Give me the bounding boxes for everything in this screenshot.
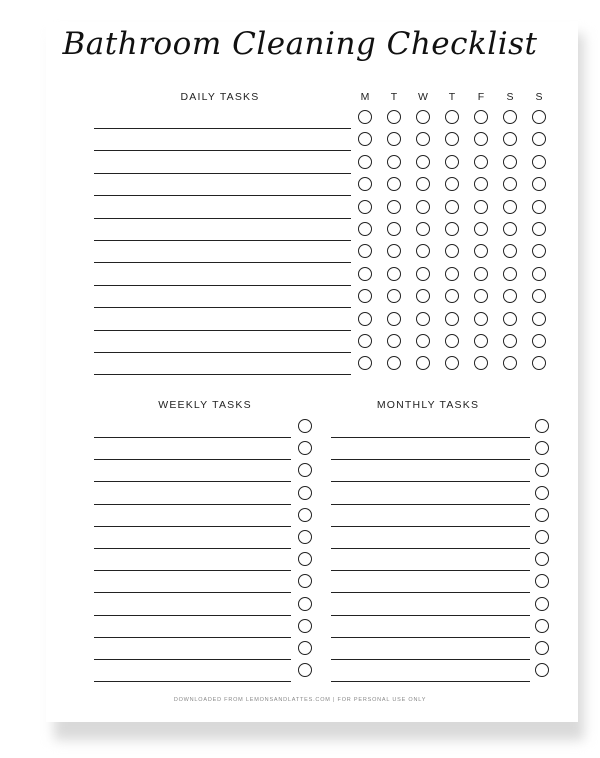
- daily-checkbox[interactable]: [445, 267, 459, 281]
- daily-checkbox[interactable]: [416, 334, 430, 348]
- daily-checkbox[interactable]: [532, 312, 546, 326]
- daily-checkbox[interactable]: [445, 110, 459, 124]
- daily-checkbox[interactable]: [416, 312, 430, 326]
- weekly-task-line[interactable]: [94, 570, 291, 571]
- weekly-task-line[interactable]: [94, 459, 291, 460]
- daily-checkbox[interactable]: [416, 200, 430, 214]
- monthly-checkbox[interactable]: [535, 597, 549, 611]
- daily-checkbox[interactable]: [358, 222, 372, 236]
- monthly-checkbox[interactable]: [535, 486, 549, 500]
- monthly-task-line[interactable]: [331, 437, 530, 438]
- daily-task-line[interactable]: [94, 195, 351, 196]
- daily-checkbox[interactable]: [387, 222, 401, 236]
- daily-checkbox[interactable]: [532, 267, 546, 281]
- monthly-task-line[interactable]: [331, 570, 530, 571]
- weekday-label: T: [390, 91, 398, 103]
- weekday-label: F: [477, 91, 485, 103]
- weekly-task-line[interactable]: [94, 615, 291, 616]
- daily-checkbox[interactable]: [445, 222, 459, 236]
- daily-checkbox[interactable]: [532, 200, 546, 214]
- daily-checkbox[interactable]: [416, 222, 430, 236]
- daily-checkbox[interactable]: [445, 334, 459, 348]
- monthly-task-line[interactable]: [331, 548, 530, 549]
- daily-checkbox[interactable]: [416, 110, 430, 124]
- monthly-task-line[interactable]: [331, 615, 530, 616]
- daily-checkbox[interactable]: [474, 334, 488, 348]
- weekly-checkbox[interactable]: [298, 597, 312, 611]
- daily-checkbox[interactable]: [474, 222, 488, 236]
- daily-checkbox[interactable]: [503, 334, 517, 348]
- daily-tasks-heading: DAILY TASKS: [180, 91, 260, 103]
- weekday-label: T: [448, 91, 456, 103]
- daily-checkbox[interactable]: [358, 110, 372, 124]
- checklist-sheet: [46, 22, 578, 722]
- monthly-task-line[interactable]: [331, 659, 530, 660]
- page-title: Bathroom Cleaning Checklist: [62, 26, 538, 62]
- weekly-checkbox[interactable]: [298, 530, 312, 544]
- daily-task-line[interactable]: [94, 218, 351, 219]
- daily-checkbox[interactable]: [503, 155, 517, 169]
- daily-checkbox[interactable]: [503, 200, 517, 214]
- daily-checkbox[interactable]: [358, 155, 372, 169]
- daily-checkbox[interactable]: [532, 110, 546, 124]
- daily-checkbox[interactable]: [358, 334, 372, 348]
- daily-task-line[interactable]: [94, 262, 351, 263]
- weekly-task-line[interactable]: [94, 592, 291, 593]
- daily-checkbox[interactable]: [358, 200, 372, 214]
- daily-checkbox[interactable]: [387, 110, 401, 124]
- weekly-checkbox[interactable]: [298, 486, 312, 500]
- daily-task-line[interactable]: [94, 128, 351, 129]
- monthly-checkbox[interactable]: [535, 641, 549, 655]
- daily-checkbox[interactable]: [445, 200, 459, 214]
- daily-task-line[interactable]: [94, 307, 351, 308]
- daily-checkbox[interactable]: [474, 200, 488, 214]
- daily-checkbox[interactable]: [532, 334, 546, 348]
- weekly-task-line[interactable]: [94, 681, 291, 682]
- weekday-label: M: [360, 91, 370, 103]
- daily-checkbox[interactable]: [445, 155, 459, 169]
- weekday-label: S: [535, 91, 543, 103]
- daily-checkbox[interactable]: [503, 267, 517, 281]
- daily-checkbox[interactable]: [387, 267, 401, 281]
- daily-checkbox[interactable]: [387, 312, 401, 326]
- daily-checkbox[interactable]: [503, 222, 517, 236]
- daily-checkbox[interactable]: [387, 200, 401, 214]
- monthly-task-line[interactable]: [331, 592, 530, 593]
- monthly-tasks-heading: MONTHLY TASKS: [376, 399, 480, 411]
- daily-checkbox[interactable]: [474, 110, 488, 124]
- weekly-checkbox[interactable]: [298, 508, 312, 522]
- footer-note: DOWNLOADED FROM LEMONSANDLATTES.COM | FOR PERSONAL USE ONLY: [173, 697, 427, 703]
- monthly-checkbox[interactable]: [535, 530, 549, 544]
- daily-checkbox[interactable]: [532, 155, 546, 169]
- monthly-checkbox[interactable]: [535, 508, 549, 522]
- daily-task-line[interactable]: [94, 240, 351, 241]
- daily-checkbox[interactable]: [387, 155, 401, 169]
- weekly-checkbox[interactable]: [298, 641, 312, 655]
- daily-checkbox[interactable]: [387, 334, 401, 348]
- daily-checkbox[interactable]: [503, 110, 517, 124]
- daily-checkbox[interactable]: [358, 267, 372, 281]
- monthly-checkbox[interactable]: [535, 419, 549, 433]
- daily-task-line[interactable]: [94, 330, 351, 331]
- daily-checkbox[interactable]: [503, 312, 517, 326]
- daily-task-line[interactable]: [94, 374, 351, 375]
- monthly-task-line[interactable]: [331, 459, 530, 460]
- weekly-task-line[interactable]: [94, 637, 291, 638]
- weekly-task-line[interactable]: [94, 548, 291, 549]
- daily-checkbox[interactable]: [474, 155, 488, 169]
- monthly-task-line[interactable]: [331, 637, 530, 638]
- daily-task-line[interactable]: [94, 352, 351, 353]
- daily-checkbox[interactable]: [474, 312, 488, 326]
- monthly-task-line[interactable]: [331, 526, 530, 527]
- daily-task-line[interactable]: [94, 285, 351, 286]
- weekly-tasks-heading: WEEKLY TASKS: [158, 399, 252, 411]
- weekly-task-line[interactable]: [94, 504, 291, 505]
- weekly-task-line[interactable]: [94, 526, 291, 527]
- weekly-task-line[interactable]: [94, 659, 291, 660]
- daily-checkbox[interactable]: [474, 267, 488, 281]
- weekly-checkbox[interactable]: [298, 419, 312, 433]
- weekly-task-line[interactable]: [94, 481, 291, 482]
- monthly-task-line[interactable]: [331, 481, 530, 482]
- daily-checkbox[interactable]: [416, 267, 430, 281]
- monthly-task-line[interactable]: [331, 681, 530, 682]
- daily-checkbox[interactable]: [416, 155, 430, 169]
- daily-checkbox[interactable]: [532, 222, 546, 236]
- weekly-checkbox[interactable]: [298, 619, 312, 633]
- weekly-task-line[interactable]: [94, 437, 291, 438]
- daily-checkbox[interactable]: [445, 312, 459, 326]
- daily-task-line[interactable]: [94, 150, 351, 151]
- monthly-checkbox[interactable]: [535, 619, 549, 633]
- weekday-label: S: [506, 91, 514, 103]
- weekday-label: W: [418, 91, 428, 103]
- daily-checkbox[interactable]: [358, 312, 372, 326]
- monthly-task-line[interactable]: [331, 504, 530, 505]
- daily-task-line[interactable]: [94, 173, 351, 174]
